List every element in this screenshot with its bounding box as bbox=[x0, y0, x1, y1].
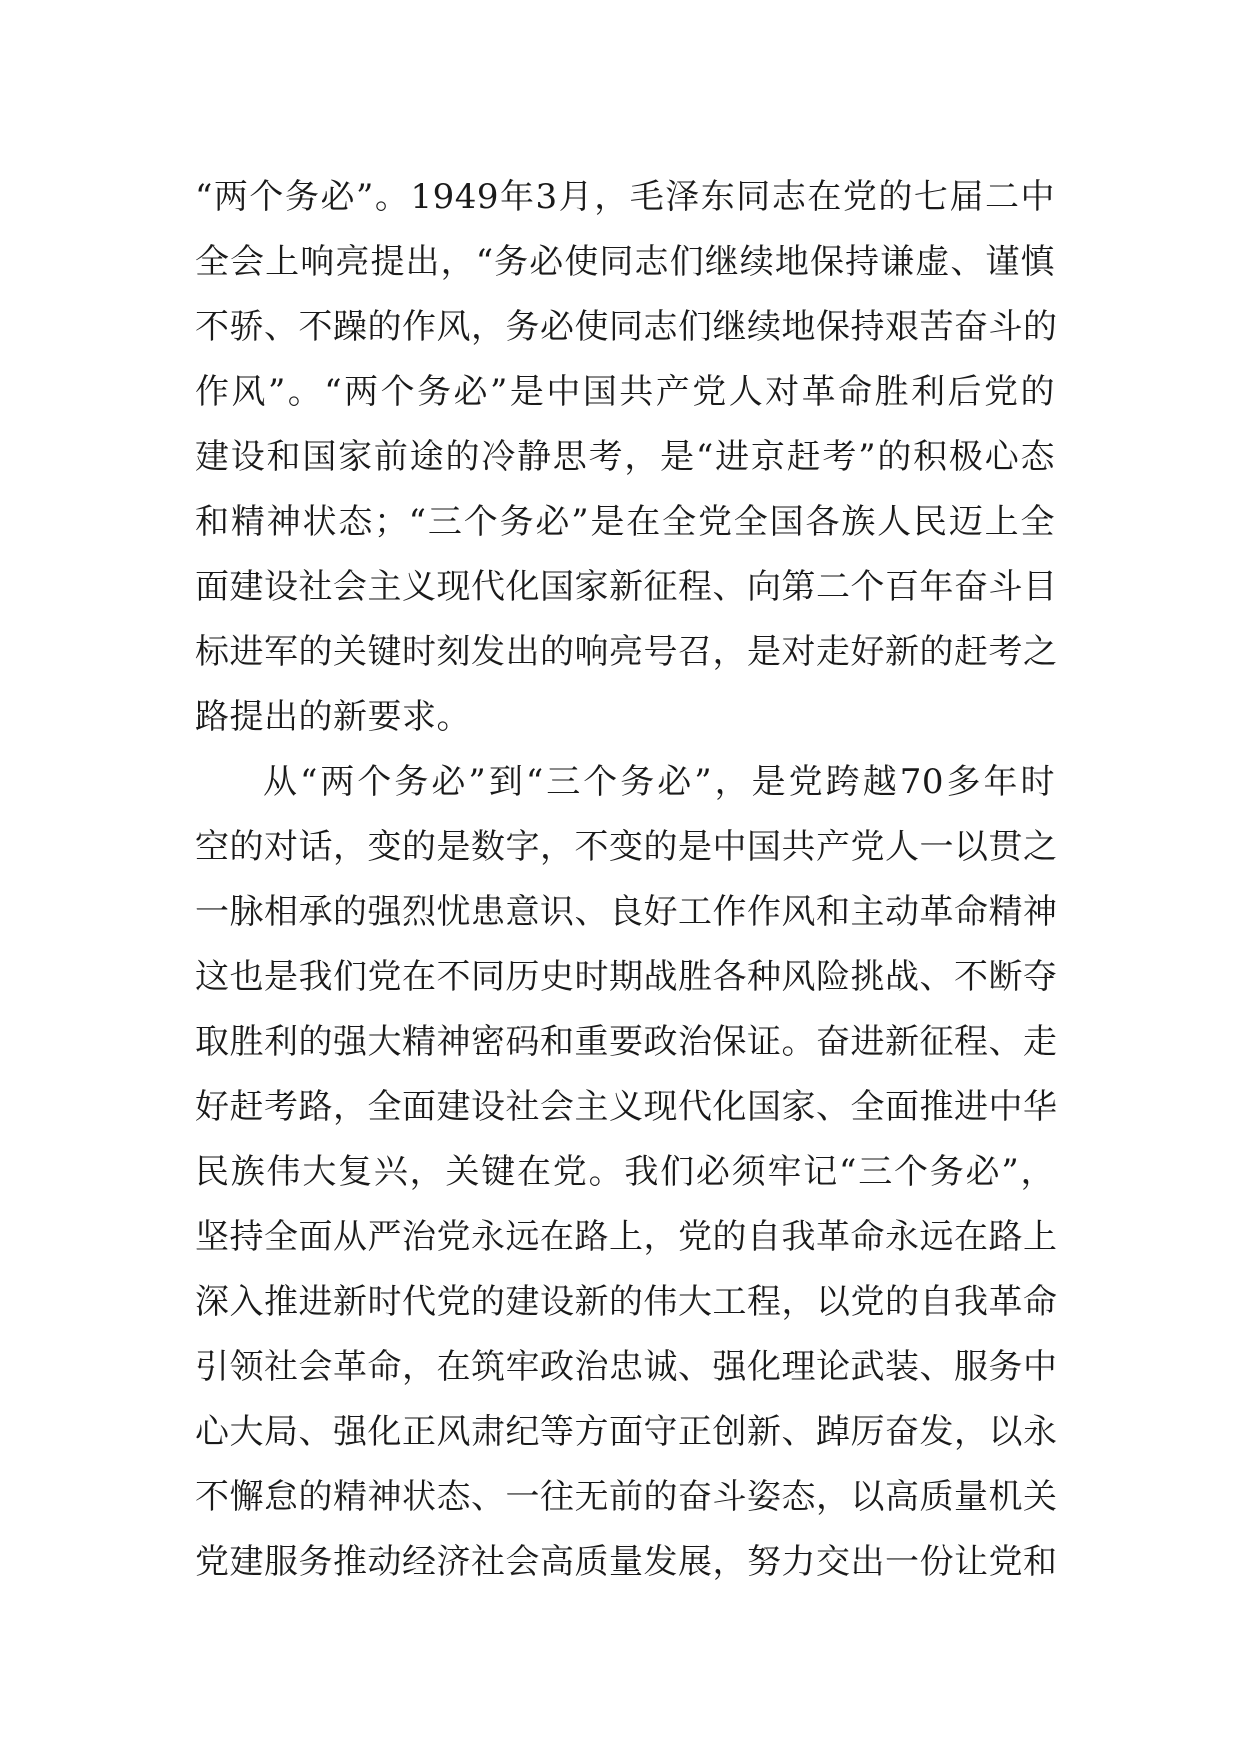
text-line: 引领社会革命，在筑牢政治忠诚、强化理论武装、服务中 bbox=[195, 1347, 1058, 1387]
text-line: 面建设社会主义现代化国家新征程、向第二个百年奋斗目 bbox=[195, 567, 1058, 607]
text-line: 路提出的新要求。 bbox=[195, 697, 471, 737]
text-line: 作风”。“两个务必”是中国共产党人对革命胜利后党的 bbox=[195, 372, 1055, 412]
paragraph-2 bbox=[195, 750, 1058, 1595]
text-line: 不骄、不躁的作风，务必使同志们继续地保持艰苦奋斗的 bbox=[195, 307, 1058, 347]
text-line: 取胜利的强大精神密码和重要政治保证。奋进新征程、走 bbox=[195, 1022, 1058, 1062]
text-line: 标进军的关键时刻发出的响亮号召，是对走好新的赶考之 bbox=[195, 632, 1058, 672]
text-line: 和精神状态；“三个务必”是在全党全国各族人民迈上全 bbox=[195, 502, 1055, 542]
text-line: 好赶考路，全面建设社会主义现代化国家、全面推进中华 bbox=[195, 1087, 1058, 1127]
text-line: 这也是我们党在不同历史时期战胜各种风险挑战、不断夺 bbox=[195, 957, 1058, 997]
body-text bbox=[195, 165, 1058, 1595]
text-line: 民族伟大复兴，关键在党。我们必须牢记“三个务必”， bbox=[195, 1152, 1055, 1192]
text-line: “两个务必”。1949年3月，毛泽东同志在党的七届二中 bbox=[195, 177, 1055, 217]
paragraph-1 bbox=[195, 165, 1058, 750]
text-line: 党建服务推动经济社会高质量发展，努力交出一份让党和 bbox=[195, 1542, 1058, 1582]
text-line: 空的对话，变的是数字，不变的是中国共产党人一以贯之 bbox=[195, 827, 1058, 867]
text-line: 建设和国家前途的冷静思考，是“进京赶考”的积极心态 bbox=[195, 437, 1055, 477]
text-line: 全会上响亮提出，“务必使同志们继续地保持谦虚、谨慎 bbox=[195, 242, 1055, 282]
text-line: 从“两个务必”到“三个务必”，是党跨越70多年时 bbox=[263, 762, 1055, 802]
text-line: 一脉相承的强烈忧患意识、良好工作作风和主动革命精神 bbox=[195, 892, 1058, 932]
text-line: 坚持全面从严治党永远在路上，党的自我革命永远在路上 bbox=[195, 1217, 1058, 1257]
text-line: 心大局、强化正风肃纪等方面守正创新、踔厉奋发，以永 bbox=[195, 1412, 1058, 1452]
text-line: 深入推进新时代党的建设新的伟大工程，以党的自我革命 bbox=[195, 1282, 1058, 1322]
text-line: 不懈怠的精神状态、一往无前的奋斗姿态，以高质量机关 bbox=[195, 1477, 1058, 1517]
